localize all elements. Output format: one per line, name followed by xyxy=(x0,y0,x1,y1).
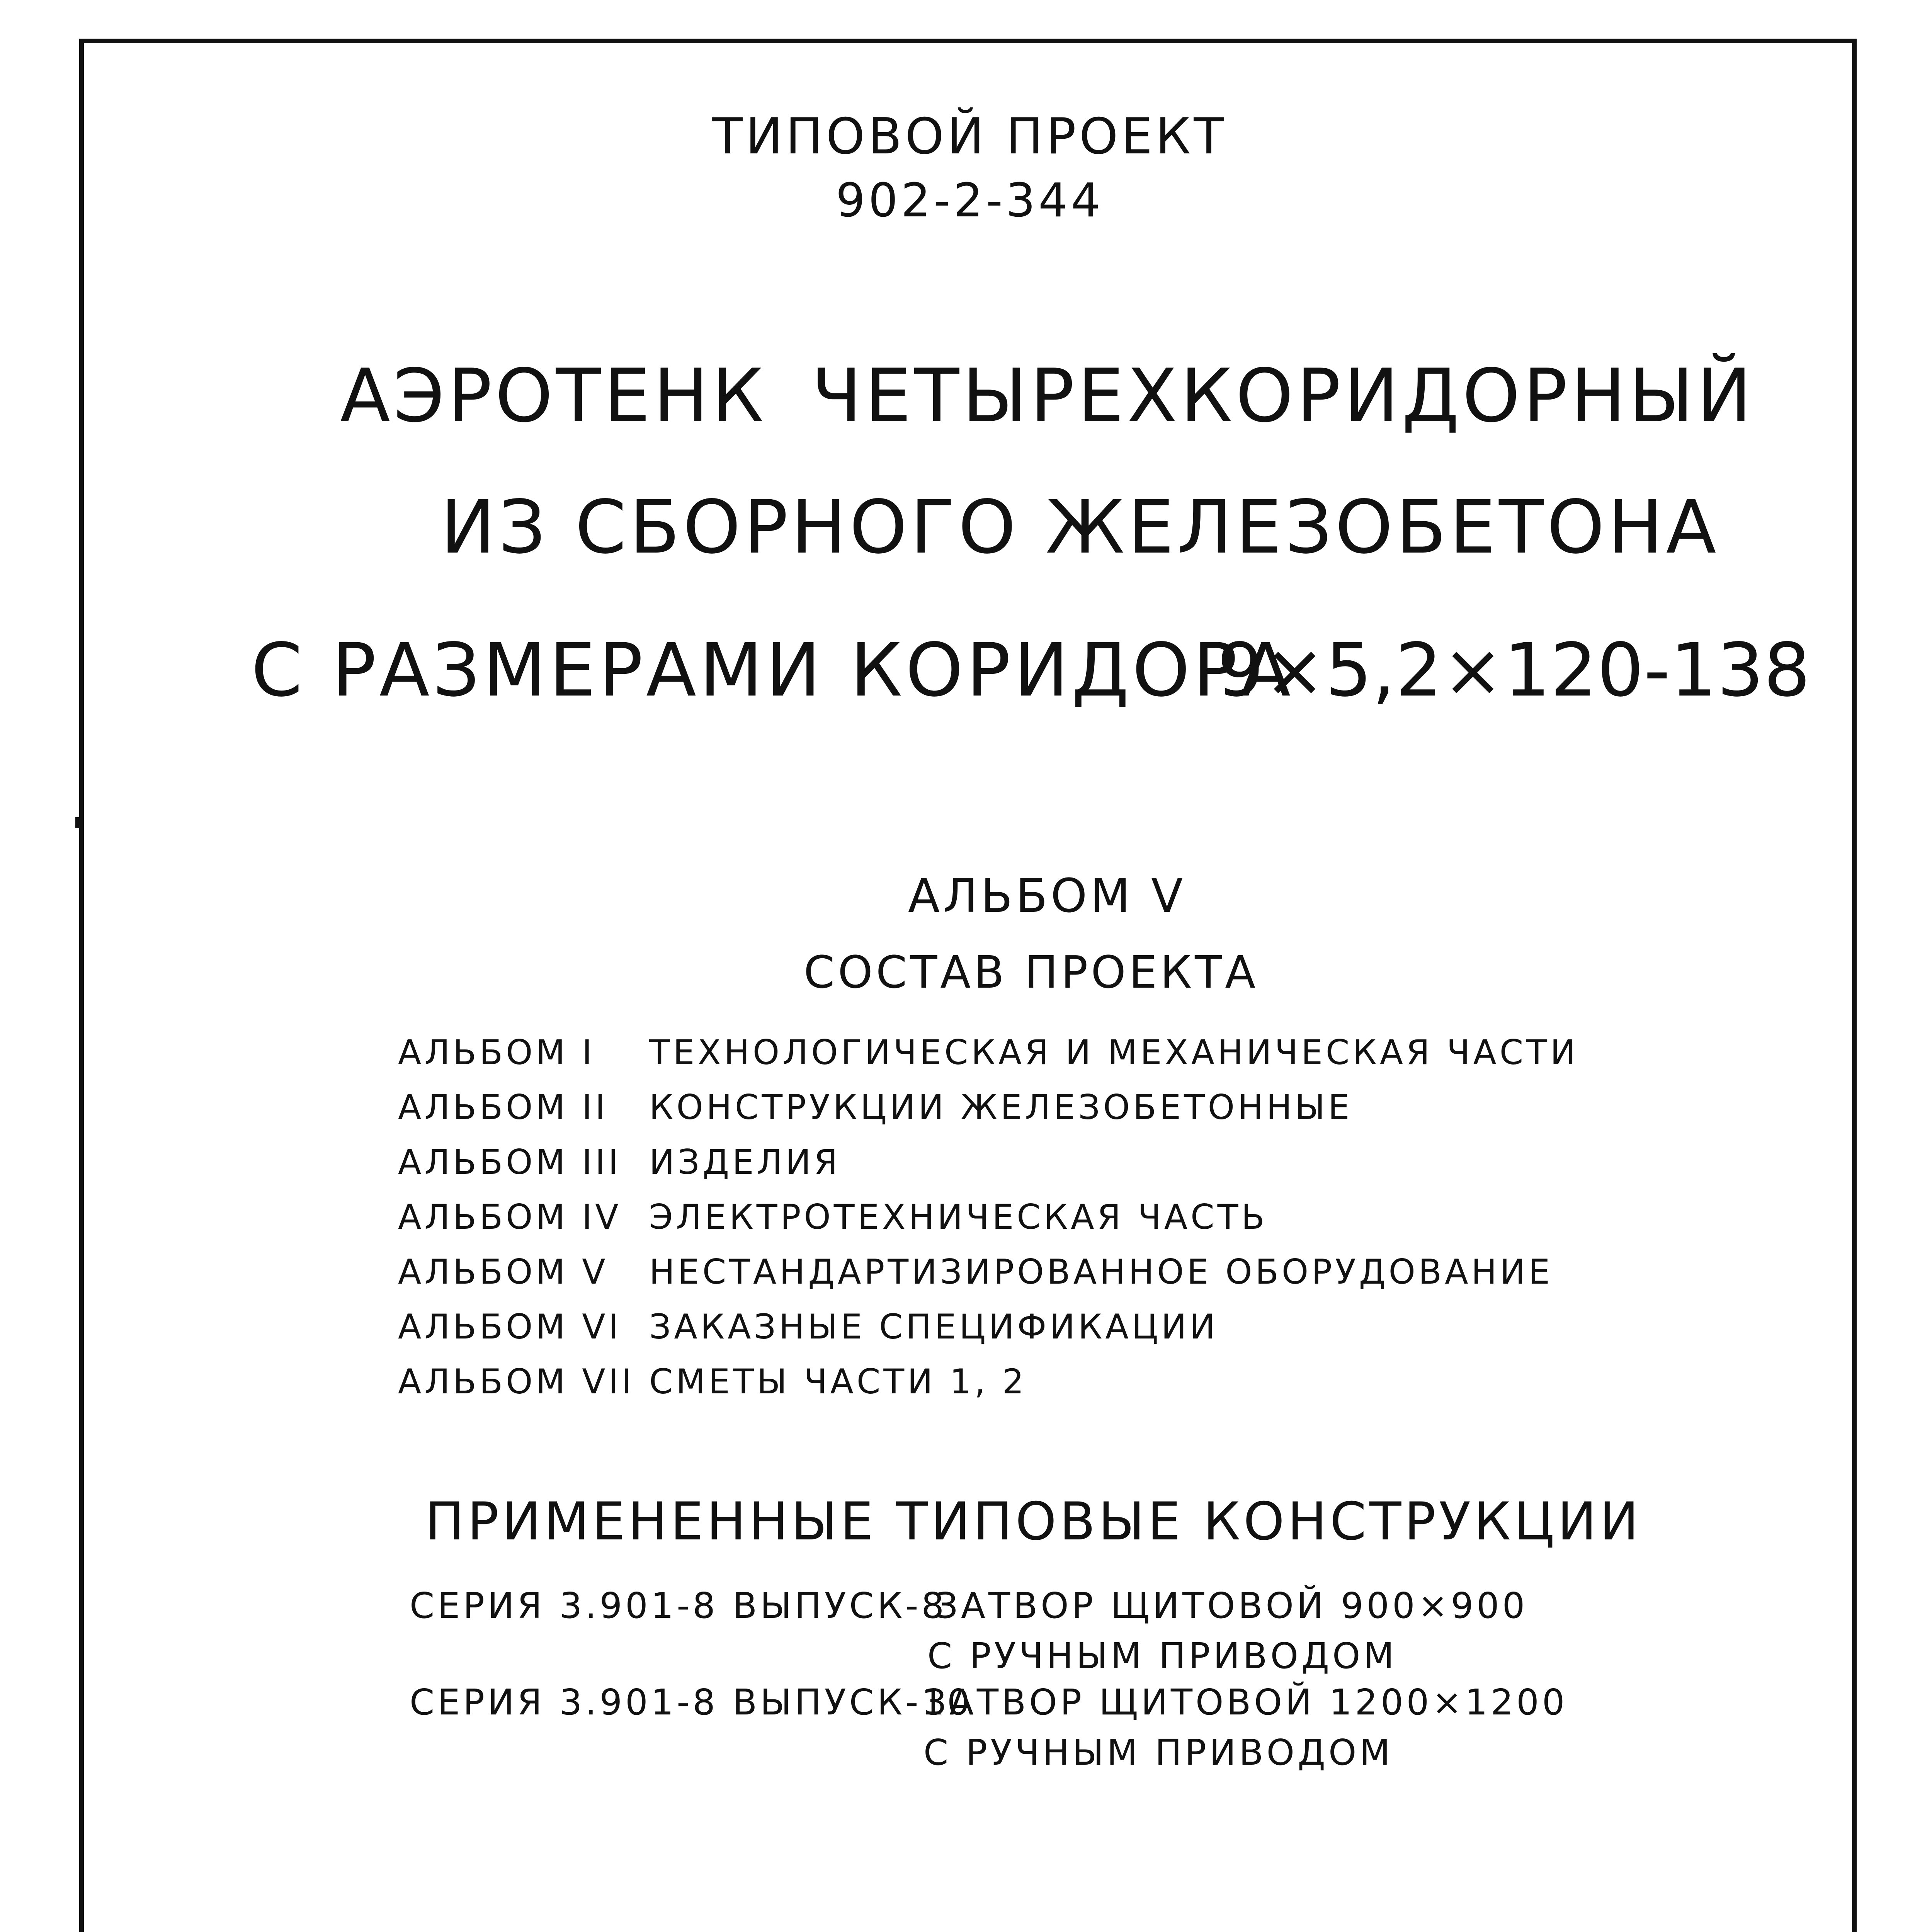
title-line2: ИЗ СБОРНОГО ЖЕЛЕЗОБЕТОНА xyxy=(440,485,1719,570)
construction-1-line1: ЗАТВОР ЩИТОВОЙ 900×900 xyxy=(935,1585,1528,1626)
construction-1-line2: С РУЧНЫМ ПРИВОДОМ xyxy=(927,1635,1397,1677)
album-item-1-desc: ТЕХНОЛОГИЧЕСКАЯ И МЕХАНИЧЕСКАЯ ЧАСТИ xyxy=(649,1032,1579,1072)
album-item-3-label: АЛЬБОМ III xyxy=(398,1142,622,1182)
album-item-2-label: АЛЬБОМ II xyxy=(398,1087,609,1127)
frame-tick-mark xyxy=(75,817,81,828)
title-line1-part2: ЧЕТЫРЕХКОРИДОРНЫЙ xyxy=(811,353,1755,439)
album-item-3-desc: ИЗДЕЛИЯ xyxy=(649,1142,841,1182)
title-line3-part2: 9×5,2×120-138 xyxy=(1217,628,1811,713)
album-item-2-desc: КОНСТРУКЦИИ ЖЕЛЕЗОБЕТОННЫЕ xyxy=(649,1087,1353,1127)
constructions-heading: ПРИМЕНЕННЫЕ ТИПОВЫЕ КОНСТРУКЦИИ xyxy=(425,1491,1642,1552)
album-item-6-desc: ЗАКАЗНЫЕ СПЕЦИФИКАЦИИ xyxy=(649,1307,1218,1347)
album-item-7-label: АЛЬБОМ VII xyxy=(398,1362,635,1401)
album-item-1-label: АЛЬБОМ I xyxy=(398,1032,595,1072)
album-current: АЛЬБОМ V xyxy=(908,869,1186,923)
construction-2-series: СЕРИЯ 3.901-8 ВЫПУСК-10 xyxy=(410,1682,973,1723)
album-item-7-desc: СМЕТЫ ЧАСТИ 1, 2 xyxy=(649,1362,1027,1401)
title-line1-part1: АЭРОТЕНК xyxy=(340,353,767,439)
composition-heading: СОСТАВ ПРОЕКТА xyxy=(804,947,1259,998)
album-item-4-label: АЛЬБОМ IV xyxy=(398,1197,622,1237)
construction-1-series: СЕРИЯ 3.901-8 ВЫПУСК-8 xyxy=(410,1585,947,1626)
construction-2-line1: ЗАТВОР ЩИТОВОЙ 1200×1200 xyxy=(923,1682,1568,1723)
album-item-4-desc: ЭЛЕКТРОТЕХНИЧЕСКАЯ ЧАСТЬ xyxy=(649,1197,1268,1237)
typical-project-label: ТИПОВОЙ ПРОЕКТ xyxy=(712,108,1227,165)
title-line3-part1: С РАЗМЕРАМИ КОРИДОРА xyxy=(251,628,1294,713)
album-item-5-desc: НЕСТАНДАРТИЗИРОВАННОЕ ОБОРУДОВАНИЕ xyxy=(649,1252,1553,1292)
construction-2-line2: С РУЧНЫМ ПРИВОДОМ xyxy=(923,1732,1393,1773)
album-item-6-label: АЛЬБОМ VI xyxy=(398,1307,622,1347)
album-item-5-label: АЛЬБОМ V xyxy=(398,1252,609,1292)
project-number: 902-2-344 xyxy=(835,174,1104,228)
